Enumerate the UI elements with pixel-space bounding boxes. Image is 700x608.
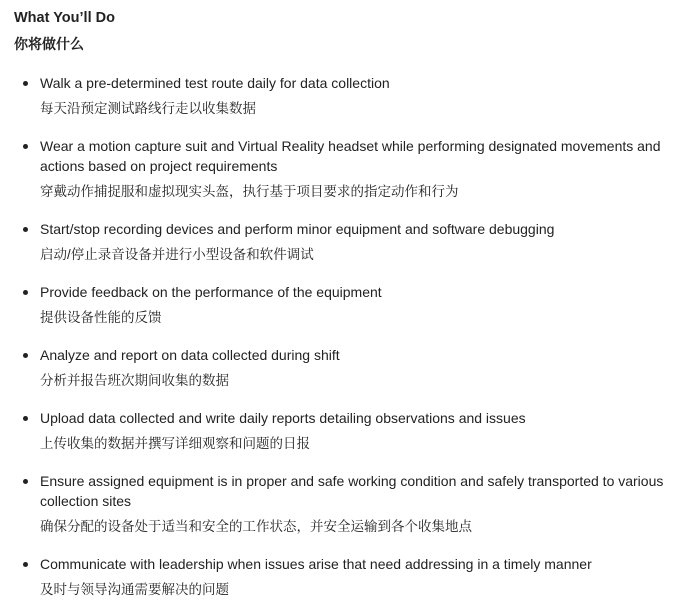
duty-text-zh: 确保分配的设备处于适当和安全的工作状态，并安全运输到各个收集地点	[40, 519, 472, 534]
bullet-icon	[23, 562, 28, 567]
bullet-icon	[23, 144, 28, 149]
duty-text-zh: 穿戴动作捕捉服和虚拟现实头盔，执行基于项目要求的指定动作和行为	[40, 184, 459, 199]
duty-text-en: Walk a pre-determined test route daily for data collection	[40, 75, 390, 91]
list-item	[14, 554, 686, 600]
duty-text-en: Ensure assigned equipment is in proper and safe working condition and safely transported to various collection sites	[40, 473, 664, 509]
duty-text-en: Start/stop recording devices and perform minor equipment and software debugging	[40, 221, 555, 237]
duty-text-en: Wear a motion capture suit and Virtual Reality headset while performing designated movements and actions based on project requirements	[40, 138, 661, 174]
list-item	[14, 408, 686, 454]
section-title-en: What You’ll Do	[14, 10, 115, 26]
bullet-icon	[23, 353, 28, 358]
list-item	[14, 219, 686, 265]
list-item	[14, 73, 686, 119]
list-item	[14, 471, 686, 537]
duty-text-zh: 每天沿预定测试路线行走以收集数据	[40, 101, 256, 116]
duty-text-zh: 分析并报告班次期间收集的数据	[40, 373, 229, 388]
duty-text-en: Upload data collected and write daily reports detailing observations and issues	[40, 410, 526, 426]
duties-list	[14, 73, 686, 600]
duty-text-zh: 上传收集的数据并撰写详细观察和问题的日报	[40, 436, 310, 451]
bullet-icon	[23, 479, 28, 484]
list-item	[14, 136, 686, 202]
bullet-icon	[23, 416, 28, 421]
duty-text-zh: 启动/停止录音设备并进行小型设备和软件调试	[40, 247, 314, 262]
bullet-icon	[23, 227, 28, 232]
duty-text-en: Communicate with leadership when issues arise that need addressing in a timely manner	[40, 556, 592, 572]
bullet-icon	[23, 290, 28, 295]
duty-text-zh: 及时与领导沟通需要解决的问题	[40, 582, 229, 597]
duty-text-en: Provide feedback on the performance of the equipment	[40, 284, 382, 300]
bullet-icon	[23, 81, 28, 86]
list-item	[14, 282, 686, 328]
section-title-zh: 你将做什么	[14, 36, 84, 52]
duty-text-zh: 提供设备性能的反馈	[40, 310, 162, 325]
list-item	[14, 345, 686, 391]
duty-text-en: Analyze and report on data collected during shift	[40, 347, 340, 363]
